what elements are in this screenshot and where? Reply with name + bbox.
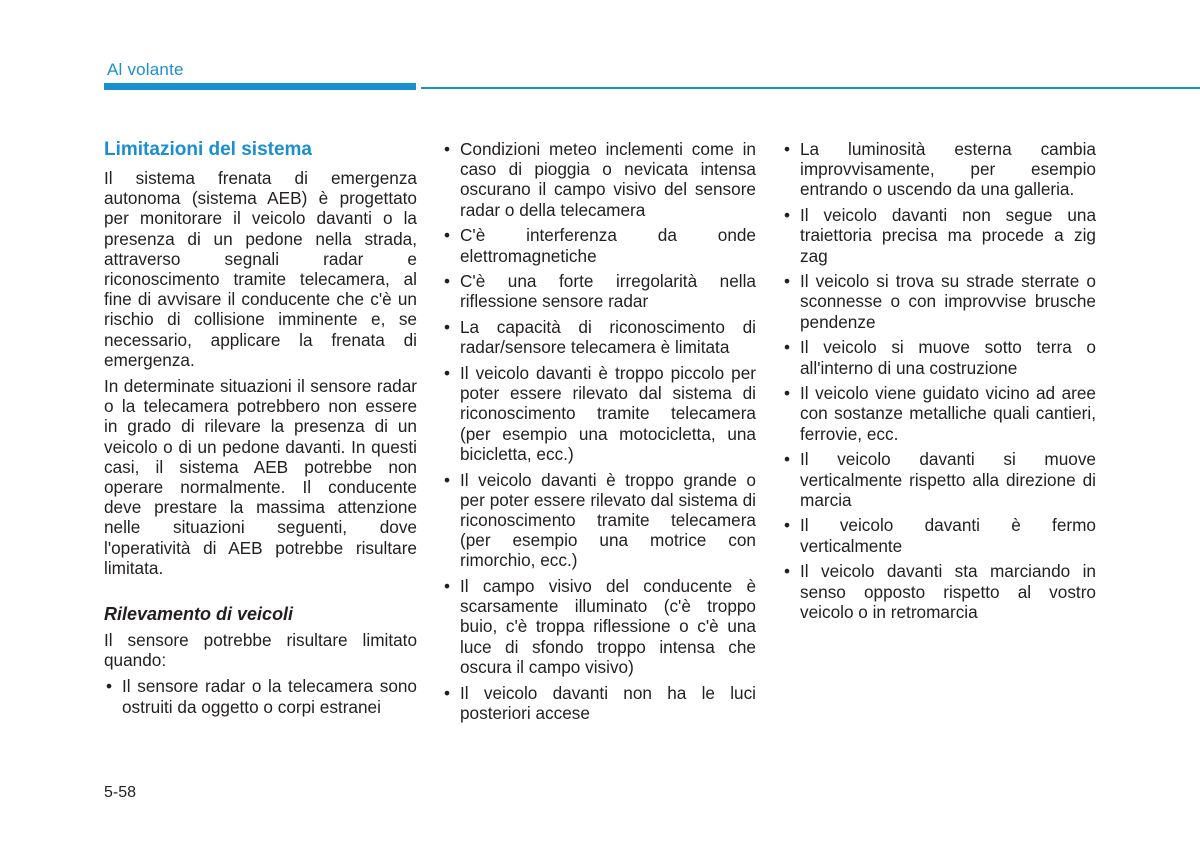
list-item: • Il veicolo si trova su strade sterrate o sconnesse o con improvvise brusche pendenze [782, 271, 1096, 332]
bullet-list [104, 676, 417, 716]
list-item: • C'è interferenza da onde elettromagnetiche [442, 225, 756, 265]
paragraph: Il sensore potrebbe risultare limitato quando: [104, 630, 417, 671]
header-rule-thick [104, 83, 416, 90]
list-item: • Condizioni meteo inclementi come in caso di pioggia o nevicata intensa oscurano il campo visivo del sensore radar o della telecamera [442, 139, 756, 220]
column-2 [442, 139, 756, 728]
bullet-list [442, 139, 756, 723]
list-item: • C'è una forte irregolarità nella riflessione sensore radar [442, 271, 756, 311]
list-item: • Il veicolo davanti non ha le luci posteriori accese [442, 683, 756, 723]
list-item: • Il campo visivo del conducente è scarsamente illuminato (c'è troppo buio, c'è troppa riflessione o c'è una luce di sfondo troppo intensa che oscura il campo visivo) [442, 576, 756, 677]
section-title: Al volante [107, 60, 184, 79]
list-item: • Il veicolo viene guidato vicino ad aree con sostanze metalliche quali cantieri, ferrovie, ecc. [782, 383, 1096, 444]
paragraph: In determinate situazioni il sensore radar o la telecamera potrebbero non essere in grado di rilevare la presenza di un veicolo o di un pedone davanti. In questi casi, il sistema AEB potrebbe non operare normalmente. Il conducente deve prestare la massima attenzione nelle situazioni seguenti, dove l'operatività di AEB potrebbe risultare limitata. [104, 376, 417, 578]
column-1 [104, 138, 417, 722]
page-number: 5-58 [104, 784, 137, 801]
list-item: • Il veicolo davanti sta marciando in senso opposto rispetto al vostro veicolo o in retromarcia [782, 561, 1096, 622]
subheading: Rilevamento di veicoli [104, 604, 294, 625]
header-rule-thin [421, 87, 1200, 89]
list-item: • Il veicolo davanti non segue una traiettoria precisa ma procede a zig zag [782, 205, 1096, 266]
list-item: • Il sensore radar o la telecamera sono ostruiti da oggetto o corpi estranei [104, 676, 417, 716]
list-item: • La capacità di riconoscimento di radar/sensore telecamera è limitata [442, 317, 756, 357]
list-item: • Il veicolo si muove sotto terra o all'interno di una costruzione [782, 337, 1096, 377]
section-heading: Limitazioni del sistema [104, 139, 312, 160]
list-item: • Il veicolo davanti è fermo verticalmente [782, 515, 1096, 555]
list-item: • La luminosità esterna cambia improvvisamente, per esempio entrando o uscendo da una galleria. [782, 139, 1096, 200]
list-item: • Il veicolo davanti è troppo grande o per poter essere rilevato dal sistema di riconoscimento tramite telecamera (per esempio una motrice con rimorchio, ecc.) [442, 470, 756, 571]
list-item: • Il veicolo davanti si muove verticalmente rispetto alla direzione di marcia [782, 449, 1096, 510]
column-3 [782, 139, 1096, 627]
paragraph: Il sistema frenata di emergenza autonoma (sistema AEB) è progettato per monitorare il veicolo davanti o la presenza di un pedone nella strada, attraverso segnali radar e riconoscimento tramite telecamera, al fine di avvisare il conducente che c'è un rischio di collisione imminente e, se necessario, applicare la frenata di emergenza. [104, 168, 417, 370]
list-item: • Il veicolo davanti è troppo piccolo per poter essere rilevato dal sistema di riconoscimento tramite telecamera (per esempio una motocicletta, una bicicletta, ecc.) [442, 363, 756, 464]
bullet-list [782, 139, 1096, 622]
